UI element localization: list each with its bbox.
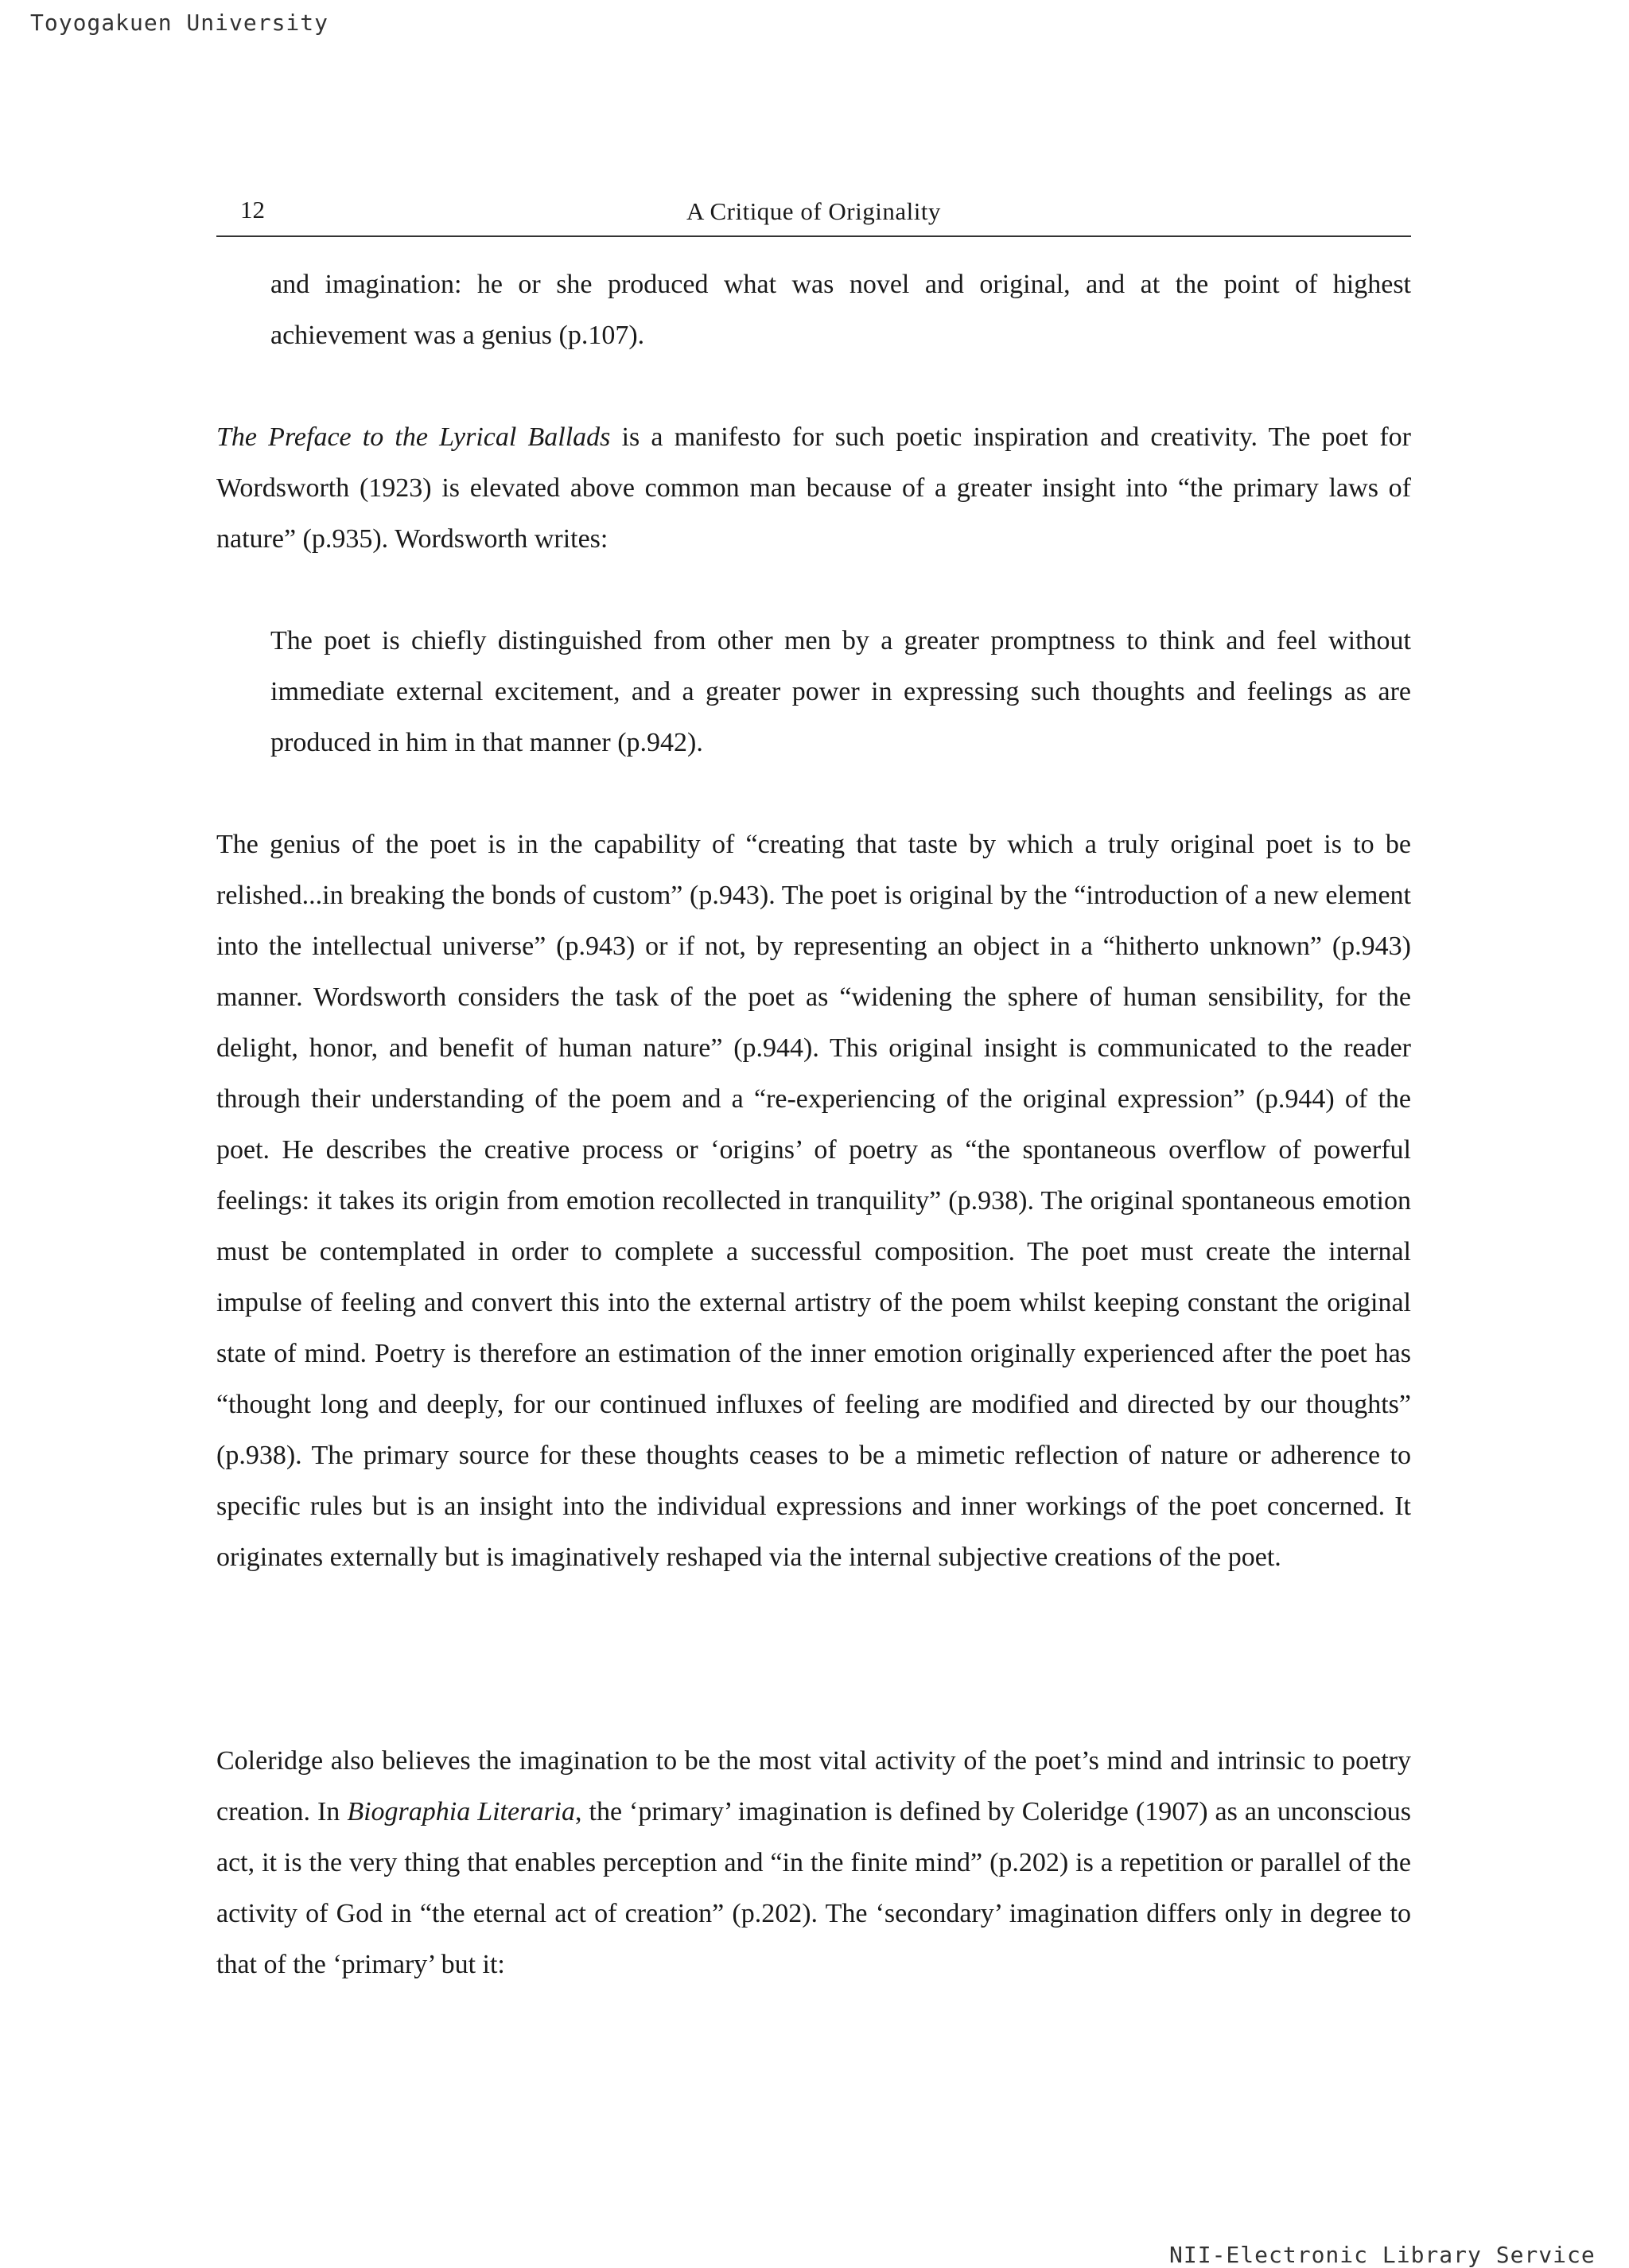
- paragraph-2: The genius of the poet is in the capability of “creating that taste by which a truly original poet is to be relished...in breaking the bonds of custom” (p.943). The poet is original by the “introduction of a new element into the intellectual universe” (p.943) or if not, by representing an object in a “hitherto unknown” (p.943) manner. Wordsworth considers the task of the poet as “widening the sphere of human sensibility, for the delight, honor, and benefit of human nature” (p.944). This original insight is communicated to the reader through their understanding of the poem and a “re-experiencing of the original expression” (p.944) of the poet. He describes the creative process or ‘origins’ of poetry as “the spontaneous overflow of powerful feelings: it takes its origin from emotion recollected in tranquility” (p.938). The original spontaneous emotion must be contemplated in order to complete a successful composition. The poet must create the internal impulse of feeling and convert this into the external artistry of the poem whilst keeping constant the original state of mind. Poetry is therefore an estimation of the inner emotion originally experienced after the poet has “thought long and deeply, for our continued influxes of feeling are modified and directed by our thoughts” (p.938). The primary source for these thoughts ceases to be a mimetic reflection of nature or adherence to specific rules but is an insight into the individual expressions and inner workings of the poet concerned. It originates externally but is imaginatively reshaped via the internal subjective creations of the poet.: [216, 830, 1411, 1572]
- paragraph-3-text-after: , the ‘primary’ imagination is defined by Coleridge (1907) as an unconscious act, it is the very thing that enables perception and “in the finite mind” (p.202) is a repetition or parallel of the activity of God in “the eternal act of creation” (p.202). The ‘secondary’ imagination differs only in degree to that of the ‘primary’ but it:: [216, 1797, 1412, 1979]
- block-quote-2: The poet is chiefly distinguished from other men by a greater promptness to think and feel without immediate external excitement, and a greater power in expressing such thoughts and feelings as are produced in him in that manner (p.942).: [270, 626, 1411, 757]
- work-title-italic: The Preface to the Lyrical Ballads: [216, 422, 611, 452]
- paragraph-3-text-before: Coleridge also believes the imagination to be the most vital activity of the poet’s mind and intrinsic to poetry creation. In: [216, 1746, 1411, 1826]
- work-title-italic: Biographia Literaria: [347, 1797, 576, 1826]
- running-header: [216, 194, 1411, 237]
- source-watermark-top: Toyogakuen University: [30, 10, 329, 36]
- block-quote-1: and imagination: he or she produced what was novel and original, and at the point of highest achievement was a genius (p.107).: [270, 270, 1411, 350]
- paragraph-1: [216, 412, 1411, 565]
- running-title: A Critique of Originality: [686, 197, 941, 225]
- page-number: 12: [240, 196, 265, 224]
- paragraph-3: [216, 1736, 1411, 1990]
- source-watermark-bottom: NII-Electronic Library Service: [1169, 2242, 1596, 2268]
- paragraph-1-text: is a manifesto for such poetic inspiration and creativity. The poet for Wordsworth (1923) is elevated above common man because of a greater insight into “the primary laws of nature” (p.935). Wordsworth writes:: [216, 422, 1411, 554]
